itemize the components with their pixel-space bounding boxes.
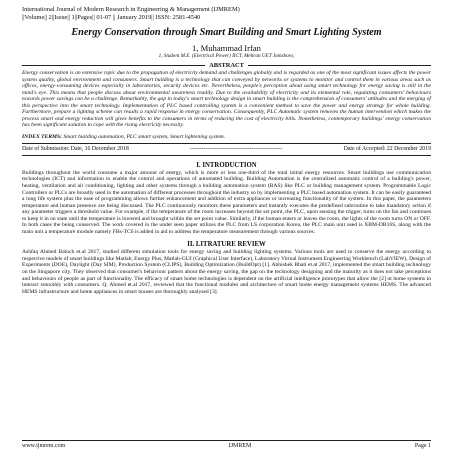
index-terms (22, 134, 431, 141)
abstract-heading-row (22, 62, 431, 69)
abstract-heading: ABSTRACT (209, 62, 244, 69)
footer-journal: IJMREM (228, 443, 252, 449)
date-separator: ------------------------------------------------ (189, 145, 283, 152)
index-terms-label: INDEX TERMS: (22, 133, 62, 140)
introduction-text: Buildings throughout the world consume a major amount of energy, which is more or less one-third of the total initial energy resources. Smart buildings use communication technologies (ICT) and information to enable the control and operations of automated building. Building Automation is the centralized automatic control of a building's power, heating, ventilation and air conditioning, lighting and other systems through a building automation system (BAS) like PLC or building management system. Programmable Logic Controllers or PLCs are broadly used in the automation of different processes throughout the industry so by implementing a PLC based automation system. It can be easily guaranteed a long life system plus the ease of programming allows further enhancement and addition of extra appliances or increasing functionality of the system. In this paper, the parameters temperature and human presence are being discussed. The PLC continuously monitors these parameters and instantly executes the predefined subroutine to take mandatory action if any parameter triggers a threshold value. For example, if the temperature of the room increases beyond the set point, the PLC, upon sensing the trigger, turns on the fan and continues to keep it in on state until the temperature is lowered and brought within the set point value. Similarly, if the human enters or leaves the room, the lights of the room turns ON or OFF. In both cases the being conserved. The work covered in the under seen paper utilizes the PLC from LS corporation Korea, the PLC main unit used is XBM-DR16S, along with the main unit a temperature module namely FBs-TC6 is added in aid to address the temperature measurement through various sources. (22, 169, 431, 235)
acceptance-date: Date of Accepted: 22 December 2019 (343, 145, 431, 152)
footer-url: www.ijmrem.com (22, 443, 66, 449)
abstract-text: Energy conservation is an extensive topic due to the propagation of electricity demand and challenges globally and is regarded as one of the most significant issues affects the power system quality, global environment and consumers. Smart building is a technology that can conveyed by networks or systems to monitor and control them in various areas such as offices, energy-consuming devices especially in laboratories, security devices etc. Nevertheless, people's perception about using smart technology for energy saving is still in the mind's eye. This means that people discuss about environmental awareness readily. Due to the availability of electricity and its elemental role, regulating consumers' behaviours towards power savings can be a challenge. Remarkably, the gap in today's smart technology design in smart building is the comprehension of consumers' attitudes and the merging of this perspective into the smart technology. Implementation of PLC based controlling system is a convenient method to save the power and energy strategy for whole building. Furthermore, prepare a lighting scheme can results a rapid response in energy conservation. Consequently, PLC Automatic system removes the human intervention which makes the process smart and energy reduction will gives benefits to the consumers in terms of reducing the cost of electricity bills. Nonetheless, contemporary buildings' energy conservation has been significant solution to cope with the rising electricity necessity. (22, 70, 431, 129)
submission-date: Date of Submission: Date, 16 December 2018 (22, 145, 129, 152)
section-heading-introduction: I. INTRODUCTION (196, 161, 257, 169)
literature-review-text: Ashfaq Ahmed Baloch et.al 2017, studied different simulation tools for energy saving and building lighting systems. Various tools are used to conserve the energy according to respective models of smart buildings like Matlab, Energy Plus, Matlab-GUI (Graphical User Interface), Laboratory Virtual Instrument Engineering Workbench (LabVIEW), Design of Experiments (DOE), Daylight (Day SIM), Production System (CLIPS), Building Optimization (BuildOpt) [1]. Abhishek Bhati et.al 2017, implemented the smart building technology on the Singapore city. They observed that consumer's behaviour pattern about the energy saving, the gap on the technology designing and the maturity as it does not take perceptions and behaviours of people as part of functionality. The efficacy of smart home technologies is dependent on the artificial intelligence prototypes that allow the [2] ut home systems to interact smoothly with consumers. Q. Ahmed et.al 2017, reviewed that the functional modules and architecture of smart home energy management systems HEMS. The advanced HEMS infrastructure and home appliances in smart houses are thoroughly analysed [3]. (22, 249, 431, 295)
author-name: 1, Muhammad Irfan (192, 43, 261, 53)
journal-header (22, 6, 431, 22)
page-footer (22, 440, 431, 450)
index-terms-text: Smart building automation, PLC smart system, Smart lightening system. (63, 133, 226, 140)
section-heading-literature-review: II. LITRATURE REVIEW (187, 241, 266, 249)
divider (248, 65, 431, 66)
divider (22, 65, 205, 66)
journal-name: International Journal of Modern Research in Engineering & Management (IJMREM) (22, 6, 240, 13)
journal-issue-info: ||Volume|| 2||Issue|| 1||Pages|| 01-07 || January 2019|| ISSN: 2581-4540 (22, 14, 201, 21)
footer-page-number: Page 1 (414, 443, 431, 449)
paper-title: Energy Conservation through Smart Building and Smart Lighting System (71, 27, 382, 38)
date-line (22, 143, 431, 156)
author-affiliation: 1, Student M.E. (Electrical Power) IICT, Mehran UET Jamshoro, (158, 53, 295, 59)
